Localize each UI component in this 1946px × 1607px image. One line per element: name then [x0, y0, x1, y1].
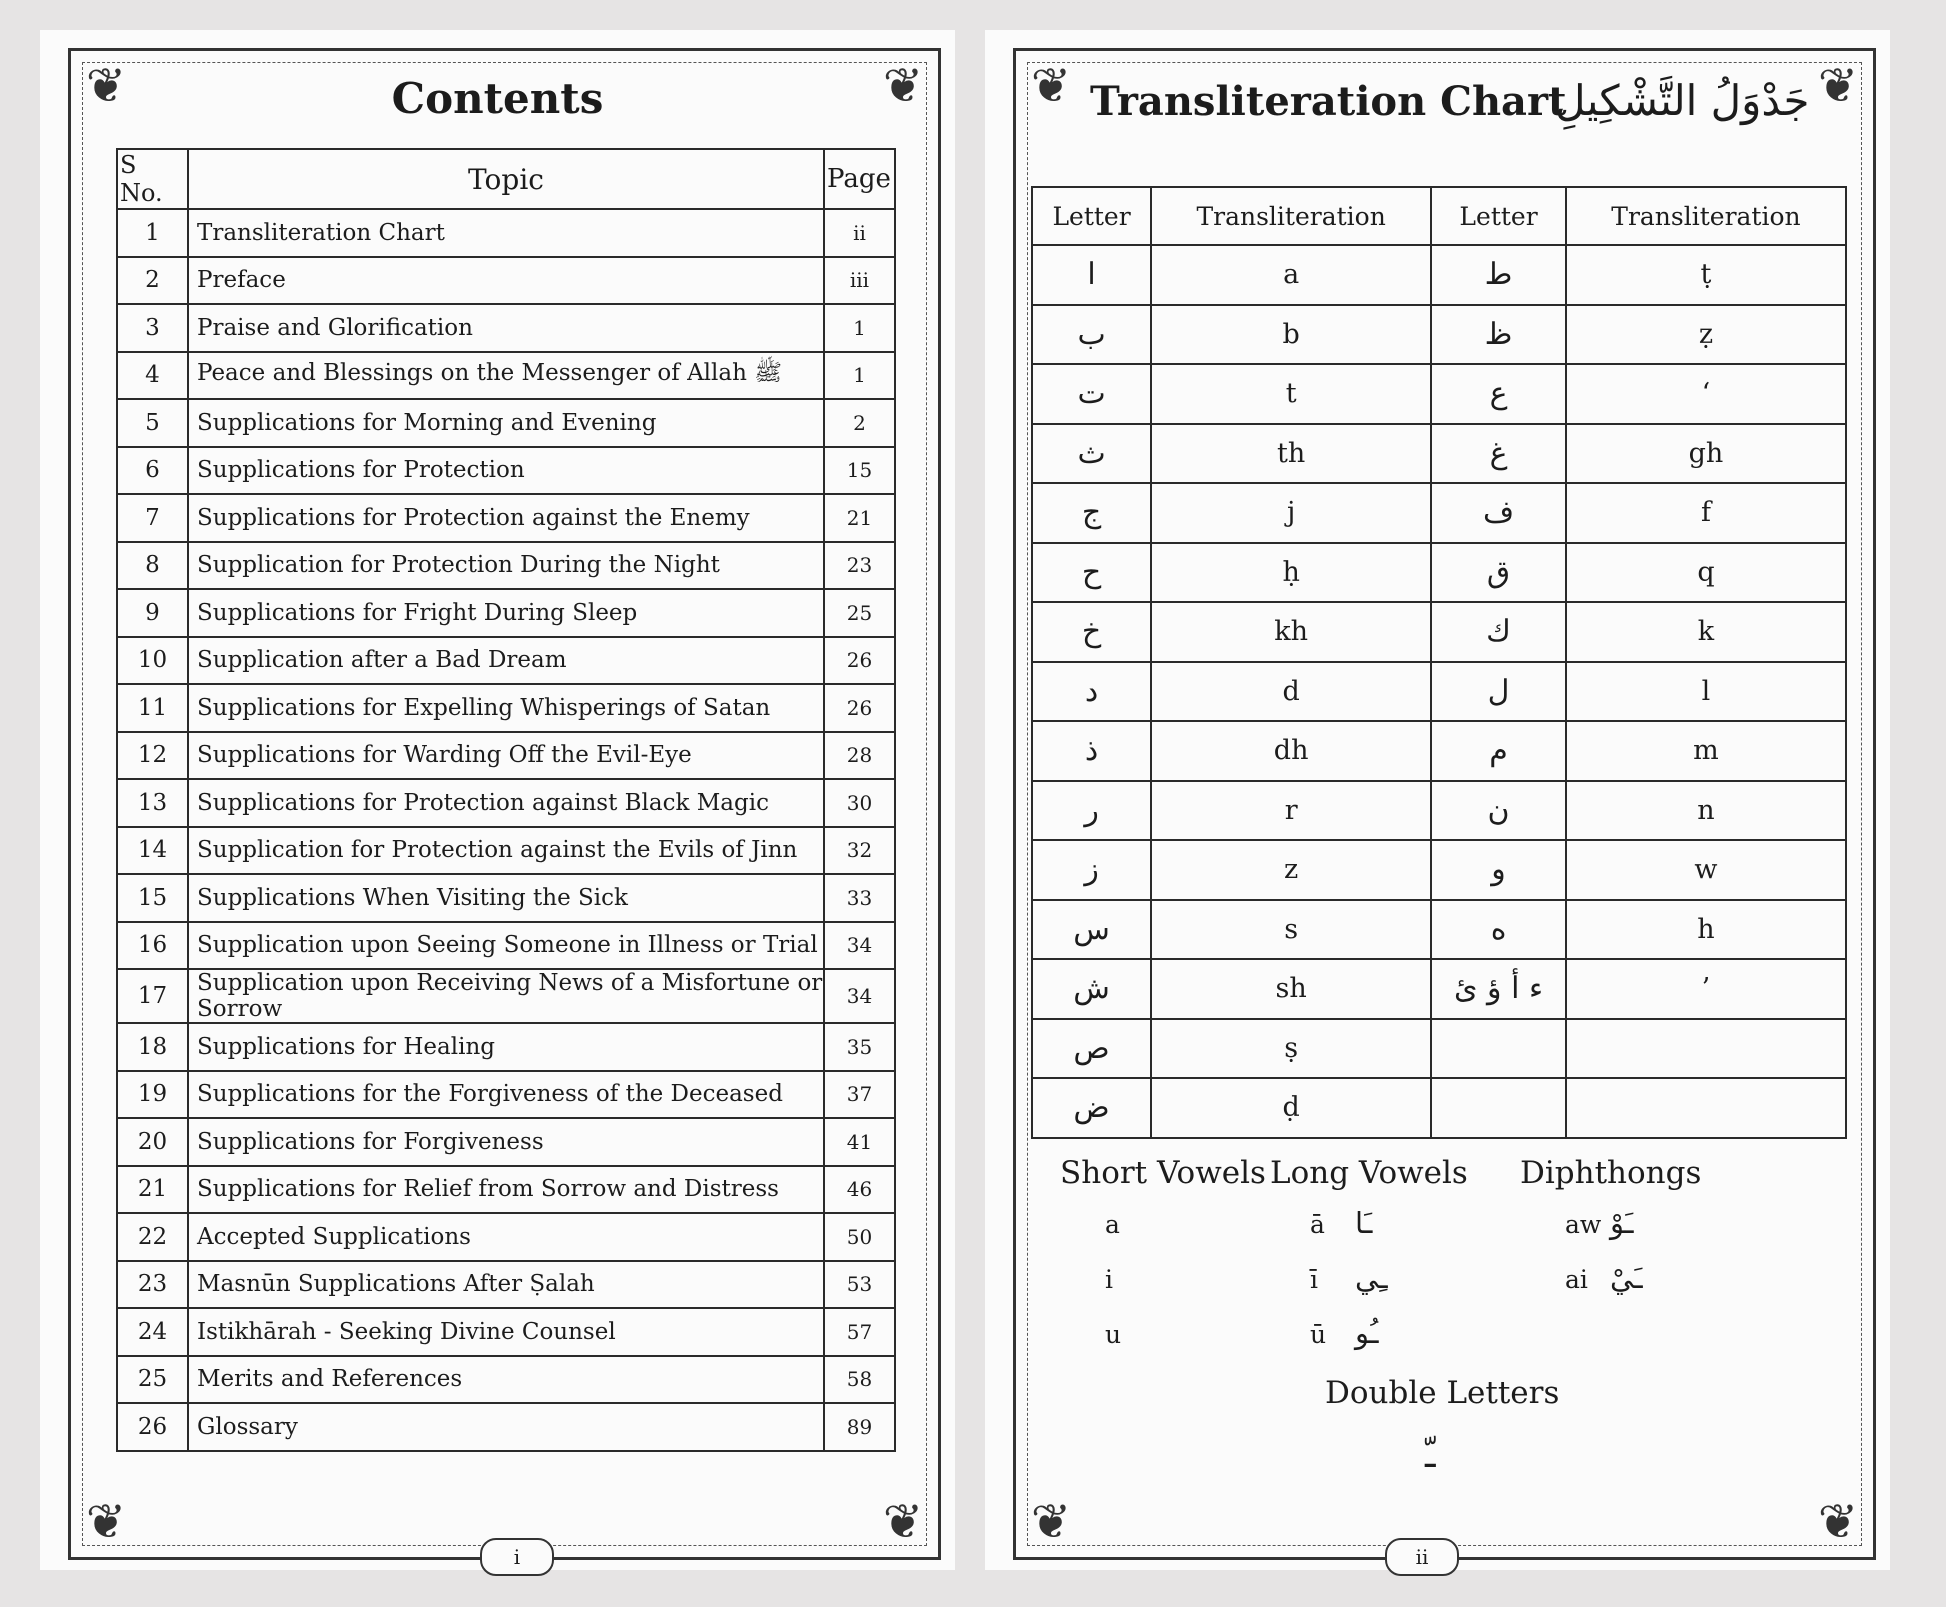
- double-letters-symbol: ـّ: [1425, 1435, 1436, 1476]
- transliteration-value: j: [1151, 483, 1431, 543]
- arabic-letter: [1431, 1019, 1566, 1079]
- table-row: [117, 637, 895, 685]
- transliteration-value: gh: [1566, 424, 1846, 484]
- row-number: 15: [117, 874, 188, 922]
- table-row: [1032, 543, 1846, 603]
- arabic-letter: ح: [1032, 543, 1151, 603]
- table-row: [1032, 1019, 1846, 1079]
- arabic-letter: ث: [1032, 424, 1151, 484]
- corner-ornament-icon: ❦: [882, 1494, 924, 1550]
- row-topic: Supplications for Fright During Sleep: [188, 589, 824, 637]
- row-number: 10: [117, 637, 188, 685]
- transliteration-value: s: [1151, 900, 1431, 960]
- arabic-letter: ه: [1431, 900, 1566, 960]
- row-number: 18: [117, 1023, 188, 1071]
- transliteration-value: ṣ: [1151, 1019, 1431, 1079]
- row-page: 26: [824, 637, 895, 685]
- arabic-letter: ل: [1431, 662, 1566, 722]
- row-number: 20: [117, 1118, 188, 1166]
- arabic-letter: م: [1431, 721, 1566, 781]
- table-row: [1032, 1078, 1846, 1138]
- arabic-letter: ن: [1431, 781, 1566, 841]
- header-page: Page: [824, 149, 895, 209]
- arabic-letter: س: [1032, 900, 1151, 960]
- row-page: 32: [824, 827, 895, 875]
- row-page: 89: [824, 1403, 895, 1451]
- row-number: 21: [117, 1166, 188, 1214]
- transliteration-header-row: [1032, 187, 1846, 245]
- row-page: 57: [824, 1308, 895, 1356]
- diphthongs-heading: Diphthongs: [1520, 1155, 1702, 1191]
- short-vowels-heading: Short Vowels: [1060, 1155, 1266, 1191]
- transliteration-value: a: [1151, 245, 1431, 305]
- row-topic: Praise and Glorification: [188, 304, 824, 352]
- table-row: [1032, 959, 1846, 1019]
- diphthong-arabic: ـَوْ: [1610, 1206, 1634, 1240]
- double-letters-heading: Double Letters: [1325, 1375, 1560, 1411]
- table-row: [117, 922, 895, 970]
- transliteration-value: [1566, 1078, 1846, 1138]
- page-number: ii: [1385, 1538, 1459, 1576]
- table-row: [117, 1023, 895, 1071]
- row-topic: Transliteration Chart: [188, 209, 824, 257]
- row-topic: Supplications for Healing: [188, 1023, 824, 1071]
- transliteration-value: q: [1566, 543, 1846, 603]
- corner-ornament-icon: ❦: [85, 58, 127, 114]
- transliteration-value: b: [1151, 305, 1431, 365]
- diphthong-latin: ai: [1565, 1265, 1588, 1294]
- table-row: [117, 779, 895, 827]
- transliteration-value: ḥ: [1151, 543, 1431, 603]
- row-topic: Masnūn Supplications After Ṣalah: [188, 1261, 824, 1309]
- row-number: 5: [117, 399, 188, 447]
- transliteration-table: [1031, 186, 1847, 1139]
- table-row: [117, 399, 895, 447]
- table-row: [1032, 245, 1846, 305]
- diphthong-latin: aw: [1565, 1210, 1602, 1239]
- header-transliteration: Transliteration: [1151, 187, 1431, 245]
- arabic-letter: ض: [1032, 1078, 1151, 1138]
- row-topic: Istikhārah - Seeking Divine Counsel: [188, 1308, 824, 1356]
- contents-page: [40, 30, 955, 1570]
- table-row: [117, 1166, 895, 1214]
- transliteration-value: k: [1566, 602, 1846, 662]
- corner-ornament-icon: ❦: [85, 1494, 127, 1550]
- row-page: iii: [824, 257, 895, 305]
- header-transliteration: Transliteration: [1566, 187, 1846, 245]
- corner-ornament-icon: ❦: [1817, 1494, 1859, 1550]
- corner-ornament-icon: ❦: [882, 58, 924, 114]
- row-topic: Supplications for Forgiveness: [188, 1118, 824, 1166]
- row-topic: Peace and Blessings on the Messenger of Allah ﷺ: [188, 352, 824, 400]
- arabic-letter: ت: [1032, 364, 1151, 424]
- row-number: 4: [117, 352, 188, 400]
- contents-table: [116, 148, 896, 1452]
- table-row: [117, 352, 895, 400]
- table-row: [117, 969, 895, 1023]
- transliteration-value: d: [1151, 662, 1431, 722]
- table-row: [1032, 305, 1846, 365]
- header-letter: Letter: [1032, 187, 1151, 245]
- arabic-letter: د: [1032, 662, 1151, 722]
- row-page: 30: [824, 779, 895, 827]
- row-number: 12: [117, 732, 188, 780]
- long-vowel-arabic: ـِي: [1355, 1261, 1388, 1295]
- table-row: [1032, 424, 1846, 484]
- table-row: [117, 684, 895, 732]
- row-topic: Supplications for the Forgiveness of the Deceased: [188, 1071, 824, 1119]
- table-row: [117, 1118, 895, 1166]
- row-page: 34: [824, 969, 895, 1023]
- row-page: 53: [824, 1261, 895, 1309]
- diphthong-arabic: ـَيْ: [1610, 1261, 1643, 1295]
- row-number: 26: [117, 1403, 188, 1451]
- row-topic: Supplication for Protection During the Night: [188, 542, 824, 590]
- arabic-letter: ص: [1032, 1019, 1151, 1079]
- transliteration-value: f: [1566, 483, 1846, 543]
- table-row: [117, 874, 895, 922]
- row-topic: Supplications for Protection: [188, 447, 824, 495]
- row-number: 14: [117, 827, 188, 875]
- arabic-letter: ظ: [1431, 305, 1566, 365]
- transliteration-value: ’: [1566, 959, 1846, 1019]
- transliteration-page: [985, 30, 1890, 1570]
- table-row: [117, 447, 895, 495]
- transliteration-value: t: [1151, 364, 1431, 424]
- table-row: [1032, 900, 1846, 960]
- arabic-letter: ء أ ؤ ئ: [1431, 959, 1566, 1019]
- table-row: [117, 1213, 895, 1261]
- corner-ornament-icon: ❦: [1030, 1494, 1072, 1550]
- transliteration-value: dh: [1151, 721, 1431, 781]
- table-row: [117, 542, 895, 590]
- table-row: [1032, 662, 1846, 722]
- row-number: 13: [117, 779, 188, 827]
- transliteration-title: Transliteration Chart: [1090, 78, 1567, 125]
- row-page: 26: [824, 684, 895, 732]
- transliteration-rows: [1032, 245, 1846, 1138]
- row-number: 23: [117, 1261, 188, 1309]
- row-topic: Glossary: [188, 1403, 824, 1451]
- arabic-letter: ف: [1431, 483, 1566, 543]
- short-vowel: u: [1105, 1320, 1122, 1349]
- row-number: 7: [117, 494, 188, 542]
- row-topic: Supplications for Protection against Black Magic: [188, 779, 824, 827]
- table-row: [117, 257, 895, 305]
- row-page: 37: [824, 1071, 895, 1119]
- row-topic: Supplications for Expelling Whisperings of Satan: [188, 684, 824, 732]
- transliteration-value: ‘: [1566, 364, 1846, 424]
- row-number: 9: [117, 589, 188, 637]
- row-page: ii: [824, 209, 895, 257]
- transliteration-value: th: [1151, 424, 1431, 484]
- contents-title: Contents: [391, 74, 604, 123]
- row-page: 50: [824, 1213, 895, 1261]
- row-number: 24: [117, 1308, 188, 1356]
- contents-rows: [117, 209, 895, 1451]
- row-page: 34: [824, 922, 895, 970]
- row-topic: Supplication upon Receiving News of a Misfortune or Sorrow: [188, 969, 824, 1023]
- transliteration-value: w: [1566, 840, 1846, 900]
- table-row: [117, 1356, 895, 1404]
- row-page: 46: [824, 1166, 895, 1214]
- arabic-letter: ا: [1032, 245, 1151, 305]
- transliteration-value: kh: [1151, 602, 1431, 662]
- row-topic: Preface: [188, 257, 824, 305]
- short-vowel: i: [1105, 1265, 1113, 1294]
- header-sno: S No.: [117, 149, 188, 209]
- table-row: [1032, 781, 1846, 841]
- transliteration-value: h: [1566, 900, 1846, 960]
- transliteration-value: ẓ: [1566, 305, 1846, 365]
- page-number: i: [480, 1538, 554, 1576]
- row-page: 58: [824, 1356, 895, 1404]
- row-page: 25: [824, 589, 895, 637]
- table-row: [117, 1071, 895, 1119]
- arabic-letter: و: [1431, 840, 1566, 900]
- table-row: [1032, 840, 1846, 900]
- transliteration-value: ḍ: [1151, 1078, 1431, 1138]
- arabic-letter: غ: [1431, 424, 1566, 484]
- arabic-letter: ش: [1032, 959, 1151, 1019]
- transliteration-value: [1566, 1019, 1846, 1079]
- row-page: 41: [824, 1118, 895, 1166]
- row-page: 23: [824, 542, 895, 590]
- table-row: [117, 1261, 895, 1309]
- row-page: 15: [824, 447, 895, 495]
- table-row: [1032, 721, 1846, 781]
- row-topic: Supplications for Relief from Sorrow and Distress: [188, 1166, 824, 1214]
- row-number: 3: [117, 304, 188, 352]
- table-row: [117, 589, 895, 637]
- corner-ornament-icon: ❦: [1817, 58, 1859, 114]
- short-vowel: a: [1105, 1210, 1120, 1239]
- row-number: 6: [117, 447, 188, 495]
- table-row: [117, 1308, 895, 1356]
- table-row: [117, 827, 895, 875]
- arabic-letter: ع: [1431, 364, 1566, 424]
- table-row: [117, 732, 895, 780]
- arabic-letter: ك: [1431, 602, 1566, 662]
- arabic-letter: ق: [1431, 543, 1566, 603]
- long-vowels-heading: Long Vowels: [1270, 1155, 1468, 1191]
- row-number: 17: [117, 969, 188, 1023]
- transliteration-value: r: [1151, 781, 1431, 841]
- row-topic: Supplications for Warding Off the Evil-Eye: [188, 732, 824, 780]
- transliteration-value: n: [1566, 781, 1846, 841]
- long-vowel-arabic: ـَا: [1355, 1206, 1373, 1240]
- transliteration-value: l: [1566, 662, 1846, 722]
- table-row: [117, 209, 895, 257]
- arabic-letter: [1431, 1078, 1566, 1138]
- row-page: 2: [824, 399, 895, 447]
- row-page: 21: [824, 494, 895, 542]
- row-page: 35: [824, 1023, 895, 1071]
- header-letter: Letter: [1431, 187, 1566, 245]
- row-number: 16: [117, 922, 188, 970]
- long-vowel-latin: ī: [1310, 1265, 1318, 1294]
- header-topic: Topic: [188, 149, 824, 209]
- row-topic: Accepted Supplications: [188, 1213, 824, 1261]
- table-row: [117, 494, 895, 542]
- row-number: 8: [117, 542, 188, 590]
- row-topic: Supplication after a Bad Dream: [188, 637, 824, 685]
- row-topic: Supplication for Protection against the Evils of Jinn: [188, 827, 824, 875]
- transliteration-value: z: [1151, 840, 1431, 900]
- long-vowel-latin: ā: [1310, 1210, 1325, 1239]
- row-number: 11: [117, 684, 188, 732]
- arabic-letter: ب: [1032, 305, 1151, 365]
- corner-ornament-icon: ❦: [1030, 58, 1072, 114]
- transliteration-value: ṭ: [1566, 245, 1846, 305]
- row-number: 22: [117, 1213, 188, 1261]
- transliteration-value: sh: [1151, 959, 1431, 1019]
- arabic-letter: ر: [1032, 781, 1151, 841]
- table-row: [117, 304, 895, 352]
- row-page: 1: [824, 304, 895, 352]
- row-topic: Supplications for Protection against the Enemy: [188, 494, 824, 542]
- arabic-letter: ز: [1032, 840, 1151, 900]
- arabic-letter: ط: [1431, 245, 1566, 305]
- row-topic: Supplications for Morning and Evening: [188, 399, 824, 447]
- long-vowel-arabic: ـُو: [1355, 1316, 1379, 1350]
- long-vowel-latin: ū: [1310, 1320, 1327, 1349]
- arabic-letter: ج: [1032, 483, 1151, 543]
- arabic-letter: خ: [1032, 602, 1151, 662]
- row-number: 19: [117, 1071, 188, 1119]
- row-number: 25: [117, 1356, 188, 1404]
- table-row: [1032, 483, 1846, 543]
- contents-header-row: [117, 149, 895, 209]
- row-topic: Supplication upon Seeing Someone in Illness or Trial: [188, 922, 824, 970]
- arabic-title: جَدْوَلُ التَّشْكِيلِ: [1555, 76, 1810, 125]
- table-row: [1032, 364, 1846, 424]
- row-topic: Merits and References: [188, 1356, 824, 1404]
- arabic-letter: ذ: [1032, 721, 1151, 781]
- row-number: 1: [117, 209, 188, 257]
- row-page: 1: [824, 352, 895, 400]
- row-number: 2: [117, 257, 188, 305]
- transliteration-value: m: [1566, 721, 1846, 781]
- row-page: 33: [824, 874, 895, 922]
- row-topic: Supplications When Visiting the Sick: [188, 874, 824, 922]
- table-row: [1032, 602, 1846, 662]
- row-page: 28: [824, 732, 895, 780]
- table-row: [117, 1403, 895, 1451]
